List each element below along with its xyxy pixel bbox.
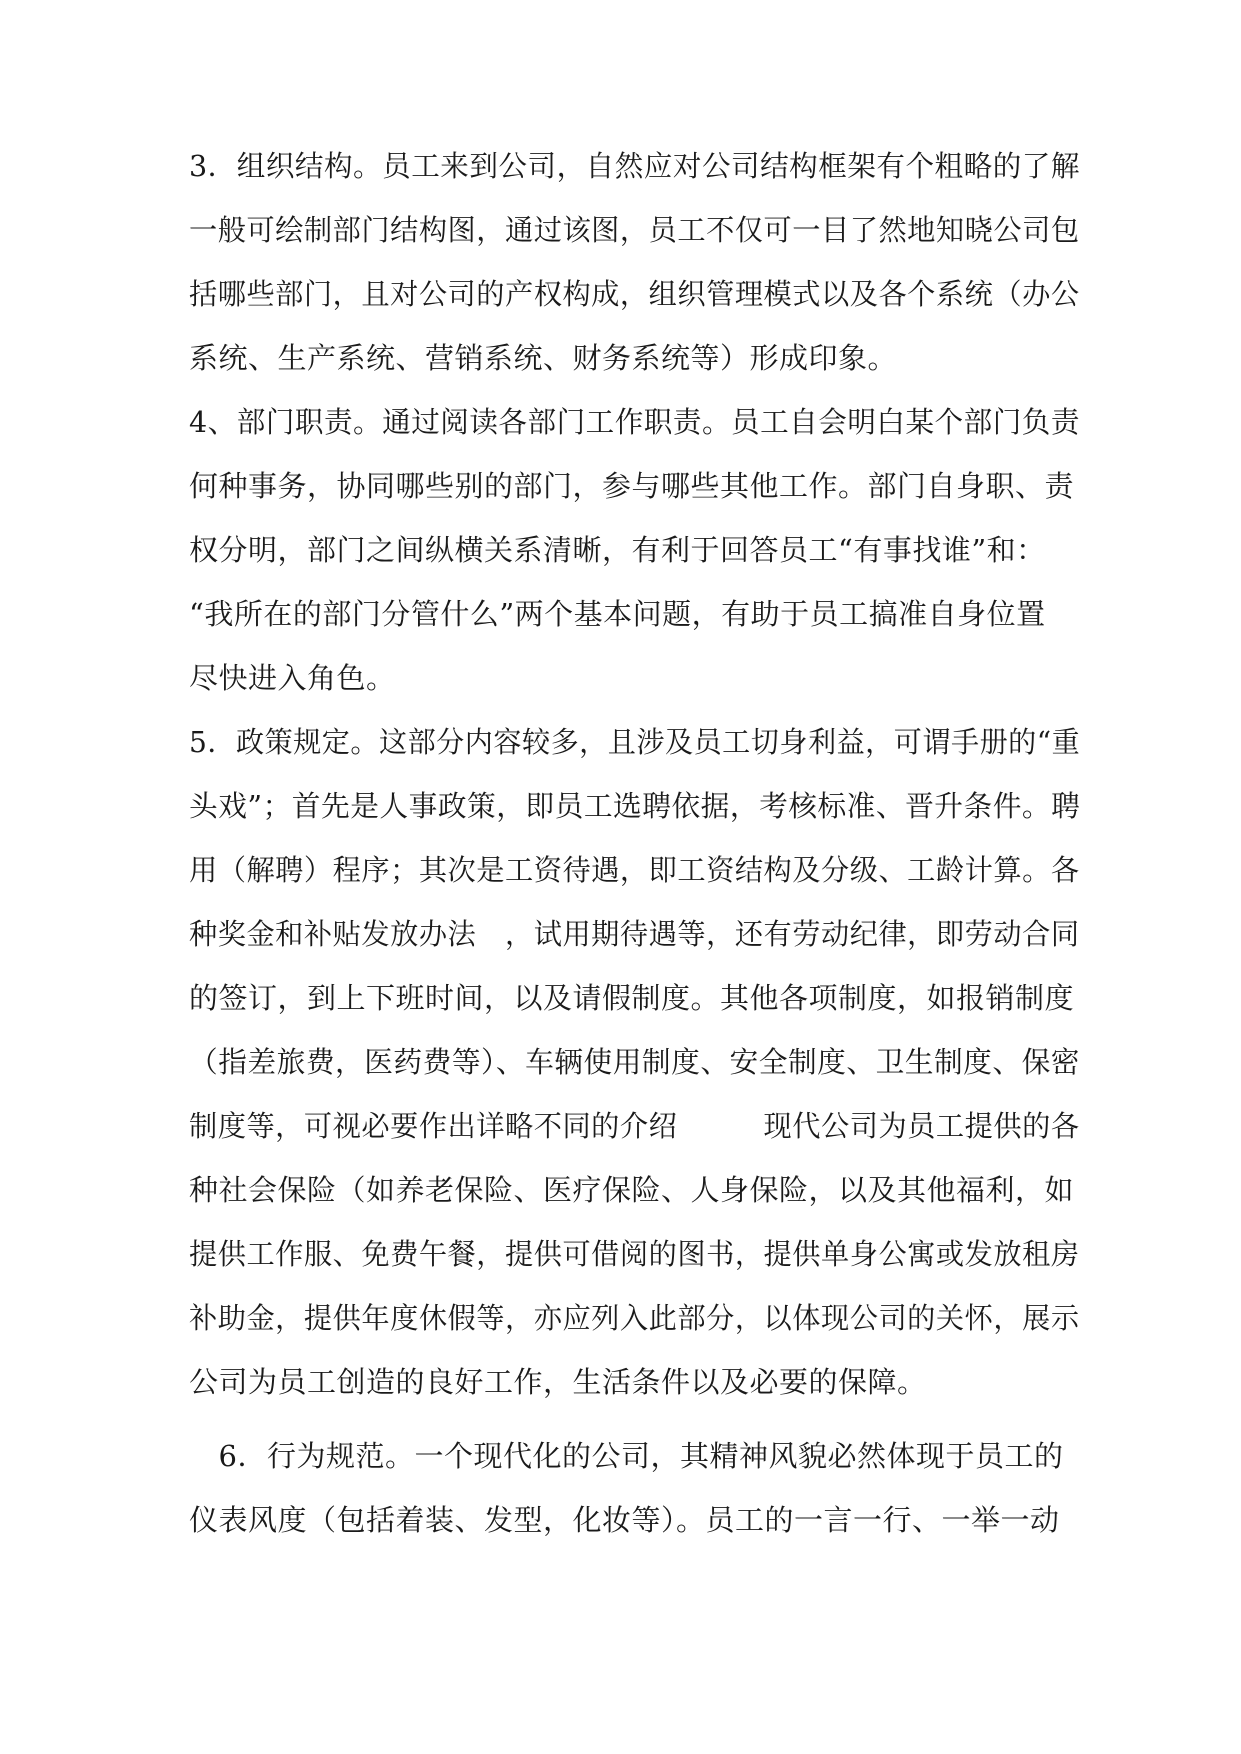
text-line: 3．组织结构。员工来到公司，自然应对公司结构框架有个粗略的了解 (189, 149, 1080, 183)
text-line: 权分明，部门之间纵横关系清晰，有利于回答员工“有事找谁”和： (189, 533, 1046, 567)
text-line: 4、部门职责。通过阅读各部门工作职责。员工自会明白某个部门负责 (189, 405, 1080, 439)
text-line: “我所在的部门分管什么”两个基本问题，有助于员工搞准自身位置 (189, 597, 1046, 631)
text-line: 补助金，提供年度休假等，亦应列入此部分，以体现公司的关怀，展示 (189, 1301, 1080, 1335)
text-line: 系统、生产系统、营销系统、财务系统等）形成印象。 (189, 341, 898, 375)
text-line: 一般可绘制部门结构图，通过该图，员工不仅可一目了然地知晓公司包 (189, 213, 1080, 247)
text-line: 尽快进入角色。 (189, 661, 396, 695)
text-line: 种奖金和补贴发放办法 ，试用期待遇等，还有劳动纪律，即劳动合同 (189, 917, 1080, 951)
text-line: 何种事务，协同哪些别的部门，参与哪些其他工作。部门自身职、责 (189, 469, 1075, 503)
text-line: 5．政策规定。这部分内容较多，且涉及员工切身利益，可谓手册的“重 (189, 725, 1081, 759)
text-line: 提供工作服、免费午餐，提供可借阅的图书，提供单身公寓或发放租房 (189, 1237, 1080, 1271)
text-line: 公司为员工创造的良好工作，生活条件以及必要的保障。 (189, 1365, 927, 1399)
text-line: 6．行为规范。一个现代化的公司，其精神风貌必然体现于员工的 (189, 1439, 1064, 1473)
text-line: 制度等，可视必要作出详略不同的介绍 现代公司为员工提供的各 (189, 1109, 1080, 1143)
text-line: 头戏”；首先是人事政策，即员工选聘依据，考核标准、晋升条件。聘 (189, 789, 1081, 823)
text-line: 仪表风度（包括着装、发型，化妆等）。员工的一言一行、一举一动 (189, 1503, 1060, 1537)
text-line: 的签订，到上下班时间，以及请假制度。其他各项制度，如报销制度 (189, 981, 1075, 1015)
text-line: 括哪些部门，且对公司的产权构成，组织管理模式以及各个系统（办公 (189, 277, 1080, 311)
text-line: （指差旅费，医药费等）、车辆使用制度、安全制度、卫生制度、保密 (189, 1045, 1081, 1079)
text-line: 用（解聘）程序；其次是工资待遇，即工资结构及分级、工龄计算。各 (189, 853, 1080, 887)
text-line: 种社会保险（如养老保险、医疗保险、人身保险，以及其他福利，如 (189, 1173, 1075, 1207)
